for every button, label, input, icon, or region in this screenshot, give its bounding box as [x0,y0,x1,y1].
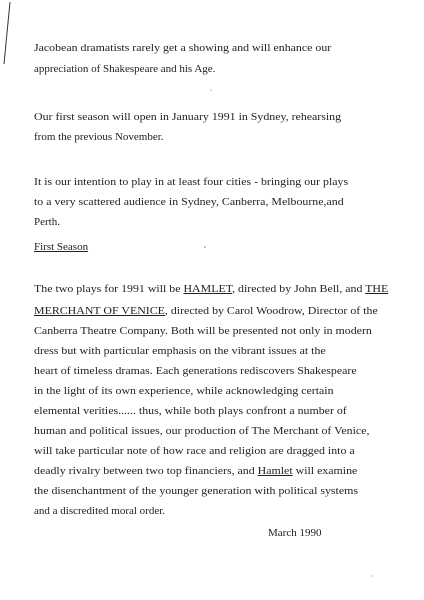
body-line-8: human and political issues, our production of The Merchant of Venice, [34,425,370,437]
paragraph-1-line-1: Jacobean dramatists rarely get a showing and will enhance our [34,42,332,54]
paragraph-2-line-2: from the previous November. [34,131,164,143]
body-line-5: heart of timeless dramas. Each generations rediscovers Shakespeare [34,365,357,377]
body-line-10: deadly rivalry between two top financiers, and Hamlet will examine [34,465,358,477]
body-line-9: will take particular note of how race and religion are dragged into a [34,445,355,457]
title-merchant-of-venice: MERCHANT OF VENICE [34,305,165,317]
body-line-3: Canberra Theatre Company. Both will be presented not only in modern [34,325,372,337]
body-line-2: MERCHANT OF VENICE, directed by Carol Woodrow, Director of the [34,305,378,317]
body-line-6: in the light of its own experience, while acknowledging certain [34,385,334,397]
body-line-7: elemental verities...... thus, while both plays confront a number of [34,405,347,417]
title-hamlet-inline: Hamlet [257,465,293,477]
paragraph-3-line-2: to a very scattered audience in Sydney, Canberra, Melbourne,and [34,196,344,208]
body-line-11: the disenchantment of the younger generation with political systems [34,485,358,497]
paragraph-3-line-3: Perth. [34,216,60,228]
paragraph-1-line-2: appreciation of Shakespeare and his Age. [34,63,216,75]
date-line: March 1990 [268,527,322,539]
paragraph-3-line-1: It is our intention to play in at least four cities - bringing our plays [34,176,349,188]
body-line-4: dress but with particular emphasis on the vibrant issues at the [34,345,326,357]
section-heading: First Season [34,241,89,253]
title-merchant-start: THE [365,283,389,295]
paragraph-2-line-1: Our first season will open in January 1991 in Sydney, rehearsing [34,111,342,123]
body-line-12: and a discredited moral order. [34,505,166,517]
body-line-1: The two plays for 1991 will be HAMLET, directed by John Bell, and THE [34,283,389,295]
title-hamlet: HAMLET [183,283,233,295]
